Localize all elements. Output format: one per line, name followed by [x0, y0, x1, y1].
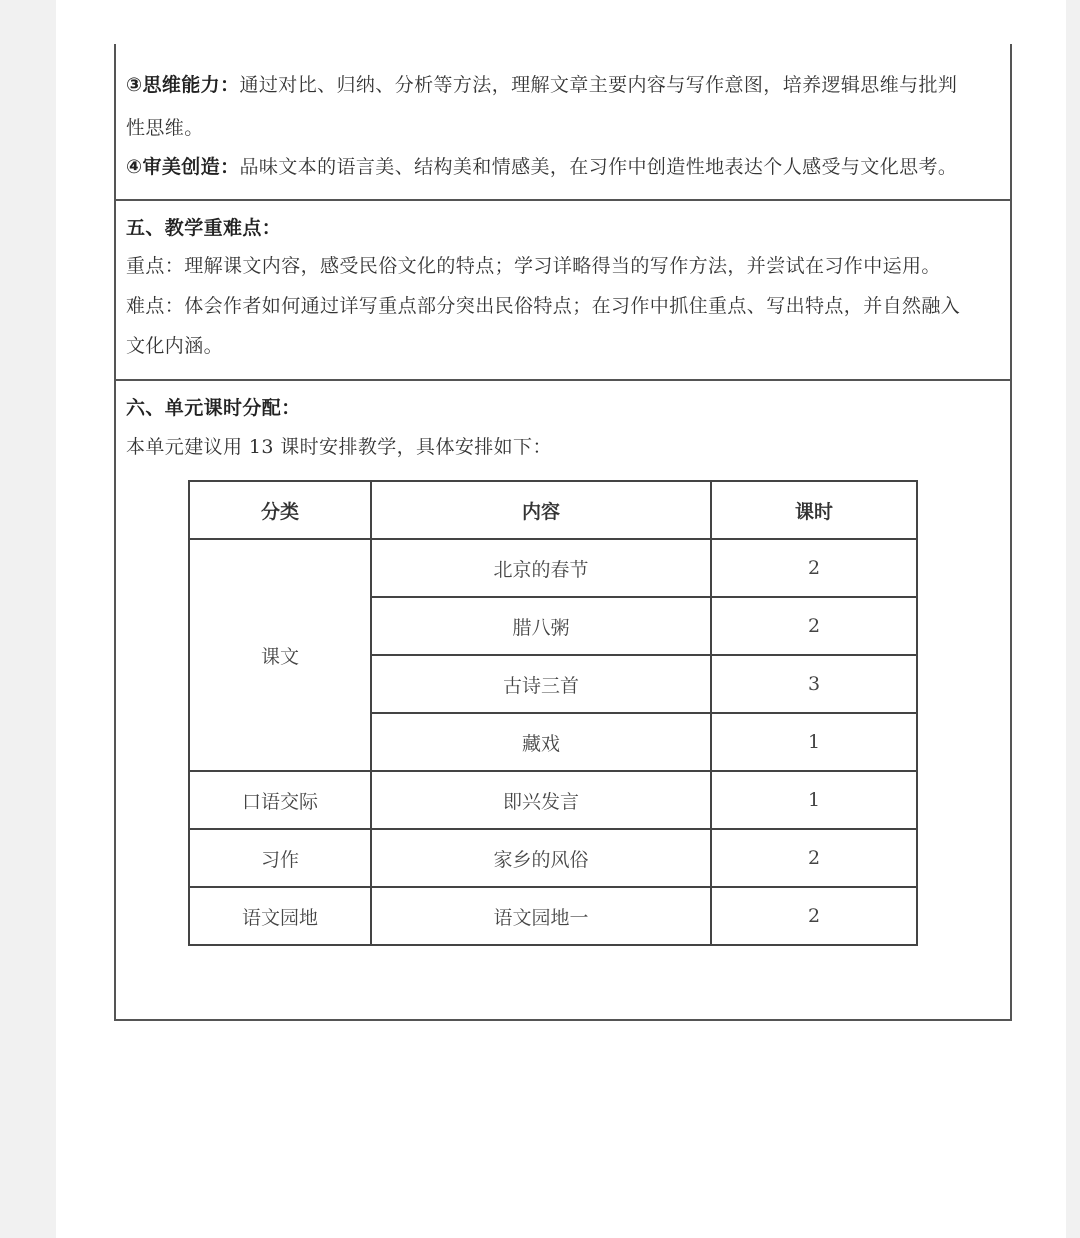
content-cell: 腊八粥	[371, 597, 711, 655]
content-cell: 即兴发言	[371, 771, 711, 829]
key-points-heading: 五、教学重难点：	[126, 217, 282, 239]
schedule-section	[116, 381, 1010, 1019]
category-cell: 语文园地	[189, 887, 371, 945]
content-cell: 语文园地一	[371, 887, 711, 945]
hours-cell: 1	[711, 771, 917, 829]
key-points-section	[116, 201, 1010, 381]
category-cell: 课文	[189, 539, 371, 771]
content-cell: 家乡的风俗	[371, 829, 711, 887]
plan-table-frame	[114, 44, 1012, 1021]
content-cell: 藏戏	[371, 713, 711, 771]
schedule-table	[188, 480, 918, 946]
thinking-ability-line	[126, 70, 957, 97]
content-cell: 古诗三首	[371, 655, 711, 713]
table-row	[189, 771, 917, 829]
difficulty-text-2: 文化内涵。	[126, 335, 224, 357]
schedule-intro: 本单元建议用 13 课时安排教学，具体安排如下：	[126, 436, 552, 458]
hours-cell: 2	[711, 539, 917, 597]
category-cell: 口语交际	[189, 771, 371, 829]
hours-cell: 2	[711, 887, 917, 945]
table-row	[189, 887, 917, 945]
thinking-ability-line-2: 性思维。	[126, 117, 204, 139]
hours-cell: 3	[711, 655, 917, 713]
table-header-row	[189, 481, 917, 539]
header-content: 内容	[371, 481, 711, 539]
content-cell: 北京的春节	[371, 539, 711, 597]
table-row	[189, 829, 917, 887]
hours-cell: 2	[711, 829, 917, 887]
hours-cell: 1	[711, 713, 917, 771]
focus-text: 重点：理解课文内容，感受民俗文化的特点；学习详略得当的写作方法，并尝试在习作中运用。	[126, 255, 941, 277]
thinking-ability-label: ③思维能力：	[126, 74, 240, 96]
aesthetic-creation-line	[126, 152, 957, 179]
schedule-heading: 六、单元课时分配：	[126, 397, 301, 419]
core-literacy-section	[116, 44, 1010, 201]
hours-cell: 2	[711, 597, 917, 655]
thinking-ability-text: 通过对比、归纳、分析等方法，理解文章主要内容与写作意图，培养逻辑思维与批判	[239, 74, 958, 96]
document-page	[56, 0, 1066, 1238]
header-hours: 课时	[711, 481, 917, 539]
header-category: 分类	[189, 481, 371, 539]
aesthetic-creation-text: 品味文本的语言美、结构美和情感美，在习作中创造性地表达个人感受与文化思考。	[239, 156, 958, 178]
aesthetic-creation-label: ④审美创造：	[126, 156, 240, 178]
difficulty-text: 难点：体会作者如何通过详写重点部分突出民俗特点；在习作中抓住重点、写出特点，并自然融入	[126, 295, 961, 317]
category-cell: 习作	[189, 829, 371, 887]
table-row	[189, 539, 917, 597]
